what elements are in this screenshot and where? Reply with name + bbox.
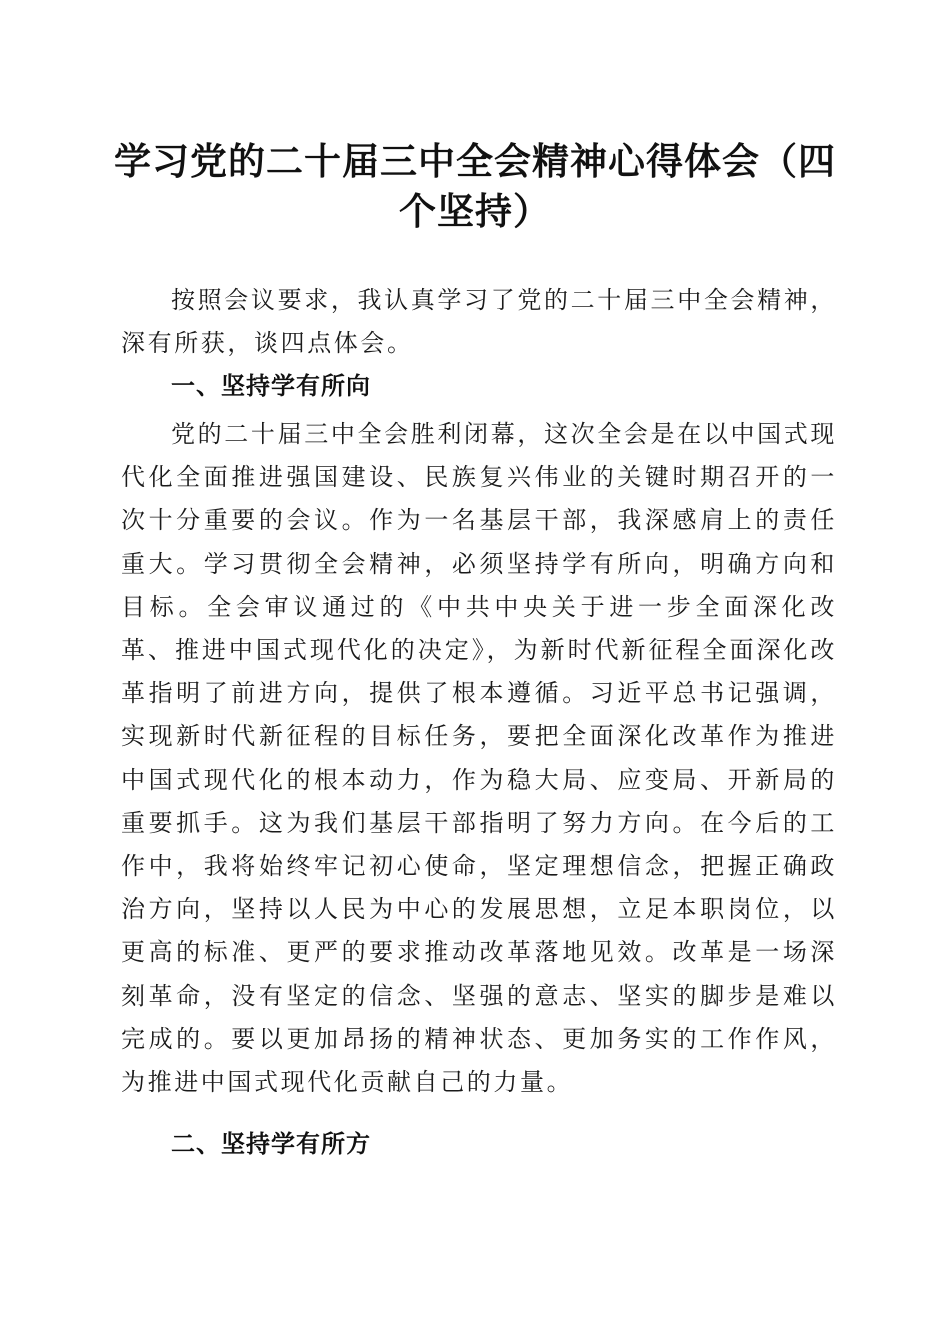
section-heading-2: 二、坚持学有所方 — [171, 1130, 371, 1158]
section-heading-1: 一、坚持学有所向 — [171, 372, 371, 400]
intro-paragraph: 按照会议要求，我认真学习了党的二十届三中全会精神，深有所获，谈四点体会。 — [121, 286, 837, 358]
document-title: 学习党的二十届三中全会精神心得体会（四个坚持） — [114, 139, 836, 233]
section-1-paragraph: 党的二十届三中全会胜利闭幕，这次全会是在以中国式现代化全面推进强国建设、民族复兴伟业的关键时期召开的一次十分重要的会议。作为一名基层干部，我深感肩上的责任重大。学习贯彻全会精神，必须坚持学有所向，明确方向和目标。全会审议通过的《中共中央关于进一步全面深化改革、推进中国式现代化的决定》，为新时代新征程全面深化改革指明了前进方向，提供了根本遵循。习近平总书记强调，实现新时代新征程的目标任务，要把全面深化改革作为推进中国式现代化的根本动力，作为稳大局、应变局、开新局的重要抓手。这为我们基层干部指明了努力方向。在今后的工作中，我将始终牢记初心使命，坚定理想信念，把握正确政治方向，坚持以人民为中心的发展思想，立足本职岗位，以更高的标准、更严的要求推动改革落地见效。改革是一场深刻革命，没有坚定的信念、坚强的意志、坚实的脚步是难以完成的。要以更加昂扬的精神状态、更加务实的工作作风，为推进中国式现代化贡献自己的力量。 — [121, 420, 837, 1097]
